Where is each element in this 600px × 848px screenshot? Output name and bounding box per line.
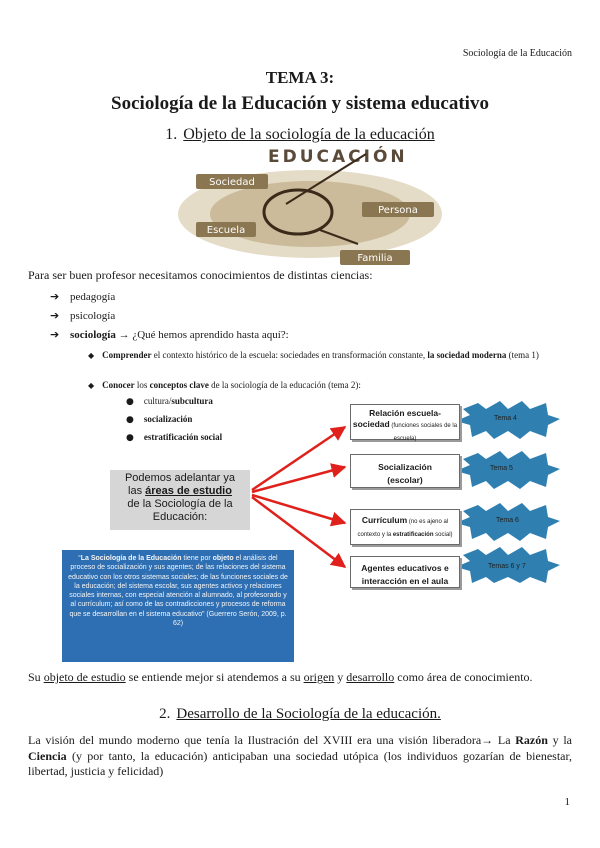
definition-quote-box: “La Sociología de la Educación tiene por objeto el análisis del proceso de socialización y sus agentes; de las relaciones del sistema educativo con los otros sistemas sociales; de las funciones sociales de la educación; del sistema escolar, sus agentes activos y relaciones sociales internas, con especial atención al alumnado, al profesorado y al currículum; así como de las contradicciones y procesos de reforma que se desarrollan en el sistema educativo” (Guerrero Serón, 2009, p. 62) xyxy=(62,550,294,662)
paragraph-objeto: Su objeto de estudio se entiende mejor si atendemos a su origen y desarrollo como área de conocimiento. xyxy=(28,670,533,684)
section-1-heading xyxy=(0,126,600,144)
educacion-heading: EDUCACIÓN xyxy=(268,147,408,167)
educacion-figure xyxy=(170,144,460,266)
label-familia xyxy=(340,250,410,265)
section-1-title: Objeto de la sociología de la educación xyxy=(183,126,435,143)
dot-bullet-icon: ● xyxy=(126,397,134,407)
list-item-sociologia: ➔ sociología → ¿Qué hemos aprendido hasta aquí?: xyxy=(50,328,289,341)
tema-tag-6: Tema 6 xyxy=(496,517,519,524)
label-sociedad xyxy=(196,174,268,189)
area-box-curriculum: Currículum (no es ajeno al contexto y la estratificación social) xyxy=(350,509,460,545)
tema-tag-4: Tema 4 xyxy=(494,415,517,422)
tema-title: TEMA 3: xyxy=(265,68,335,87)
arrow-bullet-icon: ➔ xyxy=(50,290,60,303)
concept-socializacion: ● socialización xyxy=(126,414,193,425)
svg-text:Persona: Persona xyxy=(378,205,418,216)
diamond-bullet-icon: ◆ xyxy=(88,351,95,360)
section-2-number: 2. xyxy=(159,706,171,722)
learned-item-conocer: ◆ Conocer los conceptos clave de la sociología de la educación (tema 2): xyxy=(88,380,361,390)
area-box-socializacion: Socialización (escolar) xyxy=(350,454,460,488)
concept-cultura: ● cultura/subcultura xyxy=(126,396,213,407)
page-number: 1 xyxy=(564,796,570,808)
adelantar-box: Podemos adelantar ya las áreas de estudio de la Sociología de la Educación: xyxy=(110,470,250,530)
svg-text:Familia: Familia xyxy=(357,253,393,264)
section-2-heading xyxy=(0,706,600,723)
paragraph-vision: La visión del mundo moderno que tenía la Ilustración del XVIII era una visión liberadora→ La Razón y la Ciencia (y por tanto, la educación) anticipaban una sociedad utópica (los individuos gozarían de bienestar, libertad, justicia y felicidad) xyxy=(28,733,572,778)
diamond-bullet-icon: ◆ xyxy=(88,381,95,390)
intro-paragraph: Para ser buen profesor necesitamos conocimientos de distintas ciencias: xyxy=(28,268,373,282)
svg-text:Escuela: Escuela xyxy=(206,225,246,236)
list-item-pedagogia: ➔ pedagogía xyxy=(50,290,116,303)
tema-tag-6-7: Temas 6 y 7 xyxy=(488,563,526,570)
learned-item-comprender: ◆ Comprender el contexto histórico de la escuela: sociedades en transformación constante, la sociedad moderna (tema 1) xyxy=(88,350,539,360)
section-2-title: Desarrollo de la Sociología de la educación. xyxy=(176,706,441,722)
concept-estratificacion: ● estratificación social xyxy=(126,432,223,443)
arrow-bullet-icon: ➔ xyxy=(50,309,60,322)
area-box-relacion: Relación escuela- sociedad (funciones sociales de la escuela) xyxy=(350,404,460,440)
dot-bullet-icon: ● xyxy=(126,415,134,425)
running-header: Sociología de la Educación xyxy=(462,48,572,59)
list-item-psicologia: ➔ psicología xyxy=(50,309,116,322)
main-title: Sociología de la Educación y sistema educativo xyxy=(111,93,489,114)
area-box-agentes: Agentes educativos e interacción en el aula xyxy=(350,556,460,588)
section-1-number: 1. xyxy=(165,126,178,143)
arrow-bullet-icon: ➔ xyxy=(50,328,60,341)
tema-tag-5: Tema 5 xyxy=(490,465,513,472)
svg-text:Sociedad: Sociedad xyxy=(209,177,255,188)
label-escuela xyxy=(196,222,256,237)
dot-bullet-icon: ● xyxy=(126,433,134,443)
label-persona xyxy=(362,202,434,217)
